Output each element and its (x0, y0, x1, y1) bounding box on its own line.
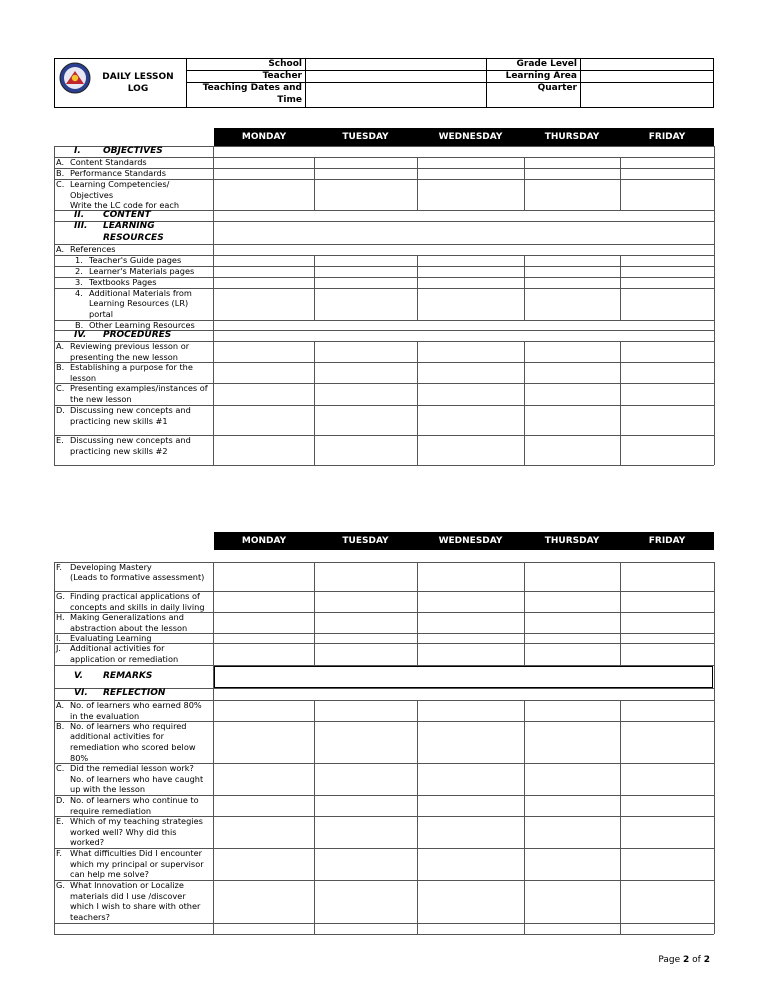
header-divider (580, 58, 581, 108)
reflection-c: Did the remedial lesson work? (70, 763, 194, 773)
reflection-d: require remediation (70, 806, 152, 816)
page-number (658, 955, 710, 965)
practical-applications: concepts and skills in daily living (70, 602, 205, 612)
day-wednesday: WEDNESDAY (438, 536, 503, 546)
column-divider (314, 255, 315, 320)
item-letter: C. (56, 179, 65, 189)
reflection-e: worked? (70, 837, 105, 847)
day-tuesday: TUESDAY (342, 132, 389, 142)
column-divider (417, 157, 418, 210)
column-divider (314, 157, 315, 210)
column-divider (417, 341, 418, 465)
item-letter: F. (56, 848, 62, 858)
title-line-2: LOG (127, 84, 149, 94)
evaluating-learning: Evaluating Learning (70, 633, 152, 643)
day-friday: FRIDAY (648, 132, 686, 142)
reflection-g: What Innovation or Localize (70, 880, 184, 890)
practical-applications: Finding practical applications of (70, 591, 200, 601)
column-divider (620, 341, 621, 465)
table-border (714, 562, 715, 934)
doc-title (98, 71, 178, 95)
item-letter: C. (56, 763, 65, 773)
learners-materials-pages: Learner's Materials pages (89, 266, 195, 276)
column-divider (620, 157, 621, 210)
reflection-e: Which of my teaching strategies (70, 816, 203, 826)
references: References (70, 244, 116, 254)
day-wednesday: WEDNESDAY (438, 132, 503, 142)
sec-reflection: REFLECTION (103, 688, 166, 698)
table-border (714, 146, 715, 465)
procedure-a: Reviewing previous lesson or (70, 341, 190, 351)
reflection-b: 80% (70, 753, 89, 763)
procedure-d: Discussing new concepts and (70, 405, 191, 415)
column-divider (524, 157, 525, 210)
reflection-a: No. of learners who earned 80% (70, 700, 202, 710)
table-divider (213, 146, 214, 465)
item-letter: J. (56, 643, 62, 653)
item-letter: C. (56, 383, 65, 393)
column-divider (524, 562, 525, 665)
additional-activities: application or remediation (70, 654, 179, 664)
item-letter: F. (56, 562, 62, 572)
item-letter: I. (56, 633, 62, 643)
reflection-f: can help me solve? (70, 869, 150, 879)
sec-objectives: OBJECTIVES (103, 146, 163, 156)
deped-seal-logo (59, 62, 91, 94)
textbooks-pages: Textbooks Pages (89, 277, 157, 287)
performance-standards: Performance Standards (70, 168, 166, 178)
reflection-d: No. of learners who continue to (70, 795, 199, 805)
procedure-a: presenting the new lesson (70, 352, 178, 362)
day-thursday: THURSDAY (544, 132, 600, 142)
sec-remarks: REMARKS (103, 671, 153, 681)
day-thursday: THURSDAY (544, 536, 600, 546)
reflection-g: materials did I use /discover (70, 891, 186, 901)
item-letter: D. (56, 405, 65, 415)
column-divider (417, 562, 418, 665)
reflection-b: No. of learners who required (70, 721, 187, 731)
learning-competencies: Write the LC code for each (70, 200, 180, 210)
learning-competencies: Objectives (70, 190, 114, 200)
field-teacher: Teacher (262, 71, 302, 81)
procedure-e: Discussing new concepts and (70, 435, 191, 445)
field-time: Time (277, 95, 302, 105)
sec-procedures-num: IV. (74, 330, 87, 340)
procedure-c: the new lesson (70, 394, 132, 404)
column-divider (524, 341, 525, 465)
field-school: School (268, 59, 302, 69)
field-learning-area: Learning Area (505, 71, 577, 81)
column-divider (620, 562, 621, 665)
item-number: 1. (75, 255, 83, 265)
table-border (54, 146, 55, 465)
page-of: of (692, 955, 701, 965)
sec-learning-resources: RESOURCES (103, 233, 164, 243)
item-letter: A. (56, 341, 65, 351)
additional-materials: portal (89, 309, 114, 319)
column-divider (314, 341, 315, 465)
table-rule (54, 923, 714, 924)
reflection-b: remediation who scored below (70, 742, 196, 752)
item-letter: B. (56, 721, 65, 731)
item-number: 4. (75, 288, 83, 298)
sec-resources-num: III. (74, 221, 88, 231)
teachers-guide-pages: Teacher's Guide pages (89, 255, 182, 265)
item-letter: G. (56, 591, 65, 601)
item-letter: A. (56, 700, 65, 710)
reflection-b: additional activities for (70, 731, 165, 741)
day-monday: MONDAY (241, 536, 287, 546)
column-divider (524, 255, 525, 320)
table-rule (54, 465, 714, 466)
column-divider (620, 700, 621, 934)
item-letter: A. (56, 244, 65, 254)
day-friday: FRIDAY (648, 536, 686, 546)
item-letter: E. (56, 435, 64, 445)
column-divider (314, 700, 315, 934)
learning-competencies: Learning Competencies/ (70, 179, 170, 189)
procedure-e: practicing new skills #2 (70, 446, 168, 456)
sec-reflection-num: VI. (74, 688, 88, 698)
reflection-c: No. of learners who have caught (70, 774, 204, 784)
additional-materials: Additional Materials from (89, 288, 192, 298)
item-letter: B. (56, 168, 65, 178)
reflection-f: which my principal or supervisor (70, 859, 204, 869)
procedure-d: practicing new skills #1 (70, 416, 168, 426)
table-rule (54, 157, 714, 158)
generalizations: Making Generalizations and (70, 612, 184, 622)
sec-procedures: PROCEDURES (103, 330, 172, 340)
column-divider (314, 562, 315, 665)
procedure-b: Establishing a purpose for the (70, 362, 193, 372)
header-divider (305, 58, 306, 108)
item-letter: E. (56, 816, 64, 826)
item-letter: G. (56, 880, 65, 890)
column-divider (417, 255, 418, 320)
procedure-c: Presenting examples/instances of (70, 383, 208, 393)
additional-activities: Additional activities for (70, 643, 165, 653)
item-number: 2. (75, 266, 83, 276)
item-letter: D. (56, 795, 65, 805)
day-header-row (214, 128, 714, 146)
table-rule (54, 244, 714, 245)
sec-content: CONTENT (103, 210, 151, 220)
sec-learning-resources: LEARNING (103, 221, 155, 231)
sec-content-num: II. (74, 210, 85, 220)
reflection-f: What difficulties Did I encounter (70, 848, 202, 858)
table-rule (54, 934, 714, 935)
reflection-g: which I wish to share with other (70, 901, 201, 911)
page-prefix: Page (658, 955, 681, 965)
sec-remarks-num: V. (74, 671, 83, 681)
reflection-a: in the evaluation (70, 711, 140, 721)
item-letter: H. (56, 612, 65, 622)
current-page: 2 (683, 955, 690, 965)
developing-mastery: Developing Mastery (70, 562, 152, 572)
field-grade-level: Grade Level (516, 59, 577, 69)
additional-materials: Learning Resources (LR) (89, 298, 189, 308)
field-teaching-dates: Teaching Dates and (202, 83, 302, 93)
day-tuesday: TUESDAY (342, 536, 389, 546)
remarks-box[interactable] (214, 666, 713, 688)
sec-objectives-num: I. (74, 146, 81, 156)
title-line-1: DAILY LESSON (102, 72, 174, 82)
total-pages: 2 (703, 955, 710, 965)
reflection-e: worked well? Why did this (70, 827, 177, 837)
other-learning-resources: Other Learning Resources (89, 320, 195, 330)
reflection-g: teachers? (70, 912, 110, 922)
table-border (54, 562, 55, 934)
developing-mastery: (Leads to formative assessment) (70, 572, 205, 582)
column-divider (620, 255, 621, 320)
column-divider (417, 700, 418, 934)
generalizations: abstraction about the lesson (70, 623, 188, 633)
day-monday: MONDAY (241, 132, 287, 142)
item-number: 3. (75, 277, 83, 287)
reflection-c: up with the lesson (70, 784, 146, 794)
item-letter: A. (56, 157, 65, 167)
table-divider (213, 562, 214, 934)
procedure-b: lesson (70, 373, 97, 383)
item-letter: B. (56, 362, 65, 372)
content-standards: Content Standards (70, 157, 147, 167)
day-header-row-2 (214, 532, 714, 550)
field-quarter: Quarter (537, 83, 577, 93)
item-letter: B. (75, 320, 84, 330)
table-rule (54, 562, 714, 563)
column-divider (524, 700, 525, 934)
